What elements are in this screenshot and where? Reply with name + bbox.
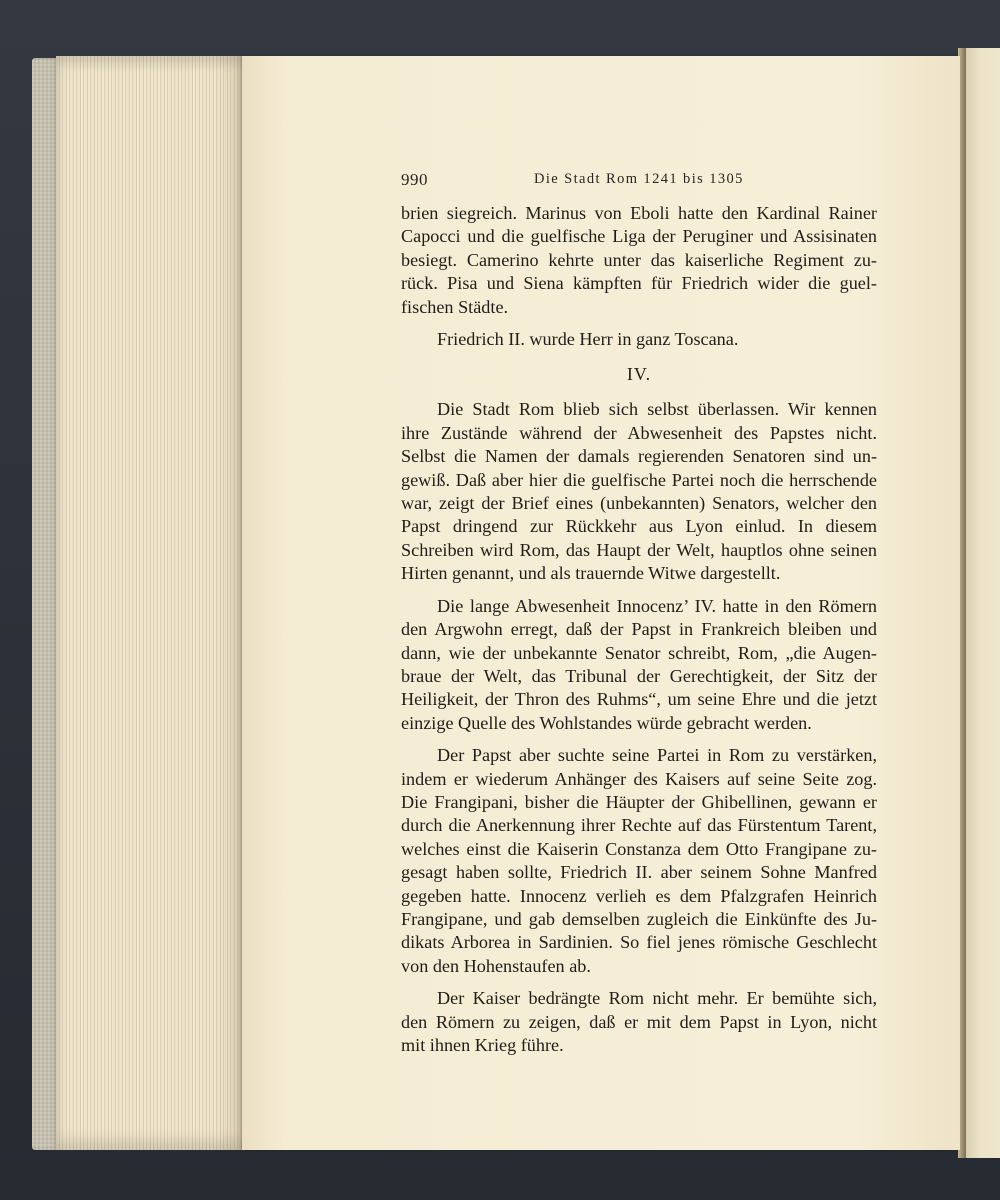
facing-page-edge: [966, 48, 1000, 1158]
page-stack-edge: [56, 56, 244, 1150]
paragraph-gap: [401, 978, 877, 987]
text-line: Die lange Abwesenheit Innocenz’ IV. hatte in den Römern: [437, 595, 877, 616]
paragraph-gap: [401, 386, 877, 398]
text-line: braue der Welt, das Tribunal der Gerechtigkeit, der Sitz der: [401, 665, 877, 686]
paragraph: [401, 398, 877, 585]
text-line: fischen Städte.: [401, 296, 509, 317]
text-line: Die Stadt Rom blieb sich selbst überlassen. Wir kennen: [437, 399, 877, 420]
text-line: Papst dringend zur Rückkehr aus Lyon einlud. In diesem: [401, 516, 877, 537]
text-line: Friedrich II. wurde Herr in ganz Toscana.: [437, 329, 739, 350]
text-line: Hirten genannt, und als trauernde Witwe dargestellt.: [401, 563, 781, 584]
text-line: einzige Quelle des Wohlstandes würde gebracht werden.: [401, 712, 812, 733]
section-heading: IV.: [626, 364, 652, 385]
text-line: gegeben hatte. Innocenz verlieh es dem Pfalzgrafen Heinrich: [401, 885, 877, 906]
text-line: rück. Pisa und Siena kämpften für Friedrich wider die guel-: [401, 273, 877, 294]
text-line: Schreiben wird Rom, das Haupt der Welt, hauptlos ohne seinen: [401, 539, 877, 560]
text-line: indem er wiederum Anhänger des Kaisers auf seine Seite zog.: [401, 768, 877, 789]
paragraph: [401, 328, 877, 351]
text-line: dikats Arborea in Sardinien. So fiel jenes römische Geschlecht: [401, 932, 877, 953]
text-line: besiegt. Camerino kehrte unter das kaiserliche Regiment zu-: [401, 249, 877, 270]
text-line: dann, wie der unbekannte Senator schreibt, Rom, „die Augen-: [401, 642, 877, 663]
text-line: Der Kaiser bedrängte Rom nicht mehr. Er bemühte sich,: [437, 988, 877, 1009]
text-line: Der Papst aber suchte seine Partei in Rom zu verstärken,: [437, 745, 877, 766]
paragraph-gap: [401, 319, 877, 328]
text-line: Frangipane, und gab demselben zugleich die Einkünfte des Ju-: [401, 908, 877, 929]
text-line: war, zeigt der Brief eines (unbekannten) Senators, welcher den: [401, 493, 877, 514]
page-number: 990: [401, 170, 428, 189]
text-line: Die Frangipani, bisher die Häupter der Ghibellinen, gewann er: [401, 791, 877, 812]
text-line: Capocci und die guelfische Liga der Peruginer und Assisinaten: [401, 226, 877, 247]
paragraph: [401, 202, 877, 319]
paragraph: [401, 595, 877, 735]
text-line: ihre Zustände während der Abwesenheit des Papstes nicht.: [401, 422, 877, 443]
book-cover-edge: [32, 58, 58, 1150]
paragraph-gap: [401, 586, 877, 595]
text-line: den Römern zu zeigen, daß er mit dem Papst in Lyon, nicht: [401, 1011, 877, 1032]
paragraph: [401, 987, 877, 1057]
text-line: Selbst die Namen der damals regierenden Senatoren sind un-: [401, 446, 877, 467]
text-line: mit ihnen Krieg führe.: [401, 1035, 564, 1055]
text-line: welches einst die Kaiserin Constanza dem Otto Frangipane zu-: [401, 838, 877, 859]
text-line: brien siegreich. Marinus von Eboli hatte den Kardinal Rainer: [401, 203, 877, 223]
text-line: den Argwohn erregt, daß der Papst in Frankreich bleiben und: [401, 619, 877, 640]
text-line: gesagt haben sollte, Friedrich II. aber seinem Sohne Manfred: [401, 862, 877, 883]
paragraph: [401, 744, 877, 978]
text-line: durch die Anerkennung ihrer Rechte auf das Fürstentum Tarent,: [401, 815, 877, 836]
running-head: [401, 170, 881, 194]
text-line: von den Hohenstaufen ab.: [401, 955, 591, 976]
body-text: [401, 202, 877, 1057]
running-title: Die Stadt Rom 1241 bis 1305: [534, 171, 744, 187]
text-line: gewiß. Daß aber hier die guelfische Partei noch die herrschende: [401, 469, 877, 490]
text-line: Heiligkeit, der Thron des Ruhms“, um seine Ehre und die jetzt: [401, 689, 877, 710]
paragraph-gap: [401, 351, 877, 363]
paragraph-gap: [401, 735, 877, 744]
